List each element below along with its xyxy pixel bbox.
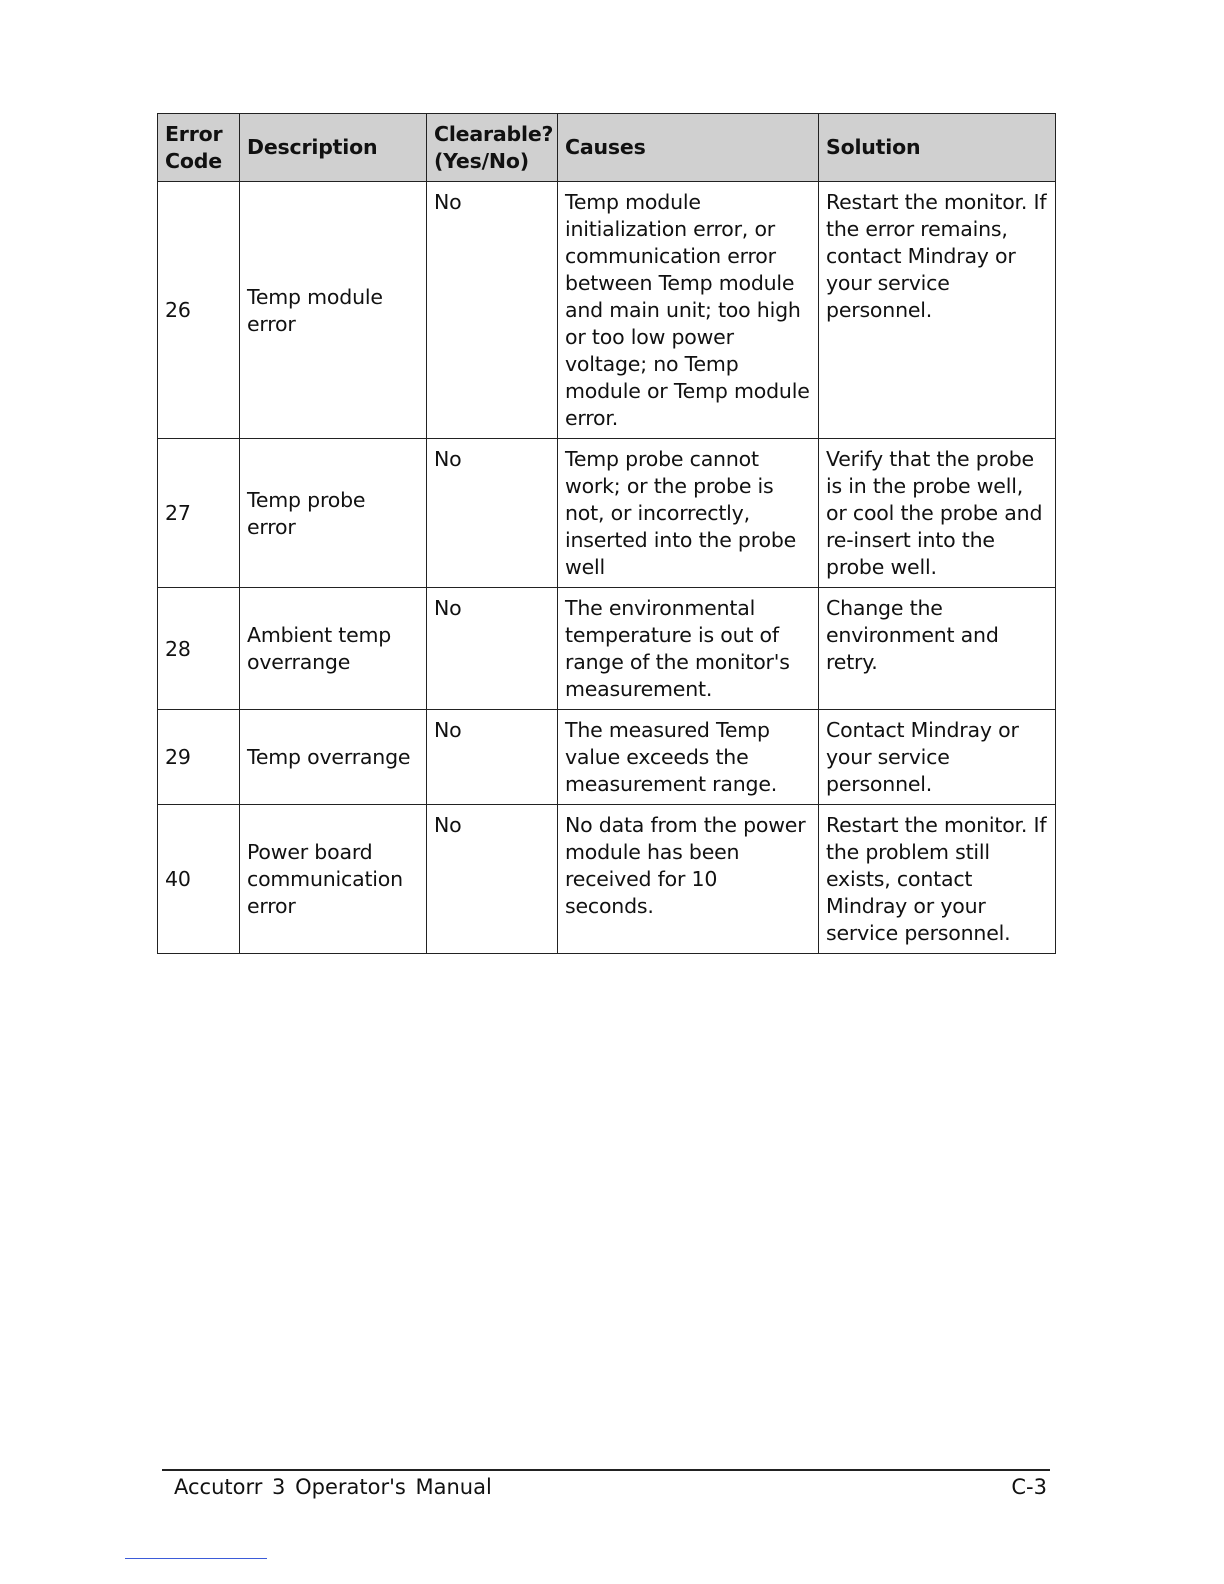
error-code-table	[157, 113, 1056, 954]
solution-cell: Verify that the probe is in the probe well, or cool the probe and re-insert into the probe well.	[819, 439, 1056, 588]
description-cell: Temp module error	[240, 182, 427, 439]
table-header-row	[158, 114, 1056, 182]
table-row	[158, 588, 1056, 710]
error-code-cell: 27	[158, 439, 240, 588]
footer-manual-title: Accutorr 3 Operator's Manual	[174, 1475, 492, 1499]
footer-page-number: C-3	[1011, 1475, 1047, 1499]
solution-cell: Change the environment and retry.	[819, 588, 1056, 710]
table-row	[158, 710, 1056, 805]
solution-cell: Contact Mindray or your service personnel.	[819, 710, 1056, 805]
causes-cell: The measured Temp value exceeds the measurement range.	[558, 710, 819, 805]
header-description: Description	[240, 114, 427, 182]
description-cell: Power board communication error	[240, 805, 427, 954]
footer-divider	[162, 1469, 1050, 1471]
table-row	[158, 439, 1056, 588]
error-code-cell: 40	[158, 805, 240, 954]
header-clearable: Clearable? (Yes/No)	[427, 114, 558, 182]
error-code-cell: 29	[158, 710, 240, 805]
table-row	[158, 182, 1056, 439]
clearable-cell: No	[427, 182, 558, 439]
header-solution: Solution	[819, 114, 1056, 182]
error-code-cell: 26	[158, 182, 240, 439]
description-cell: Temp probe error	[240, 439, 427, 588]
clearable-cell: No	[427, 439, 558, 588]
solution-cell: Restart the monitor. If the error remains, contact Mindray or your service personnel.	[819, 182, 1056, 439]
causes-cell: Temp probe cannot work; or the probe is not, or incorrectly, inserted into the probe well	[558, 439, 819, 588]
header-causes: Causes	[558, 114, 819, 182]
clearable-cell: No	[427, 805, 558, 954]
clearable-cell: No	[427, 588, 558, 710]
causes-cell: No data from the power module has been received for 10 seconds.	[558, 805, 819, 954]
description-cell: Ambient temp overrange	[240, 588, 427, 710]
bottom-edge-line	[125, 1558, 267, 1559]
solution-cell: Restart the monitor. If the problem still exists, contact Mindray or your service personnel.	[819, 805, 1056, 954]
description-cell: Temp overrange	[240, 710, 427, 805]
table-row	[158, 805, 1056, 954]
error-code-cell: 28	[158, 588, 240, 710]
causes-cell: The environmental temperature is out of range of the monitor's measurement.	[558, 588, 819, 710]
causes-cell: Temp module initialization error, or communication error between Temp module and main unit; too high or too low power voltage; no Temp module or Temp module error.	[558, 182, 819, 439]
header-error-code: Error Code	[158, 114, 240, 182]
clearable-cell: No	[427, 710, 558, 805]
